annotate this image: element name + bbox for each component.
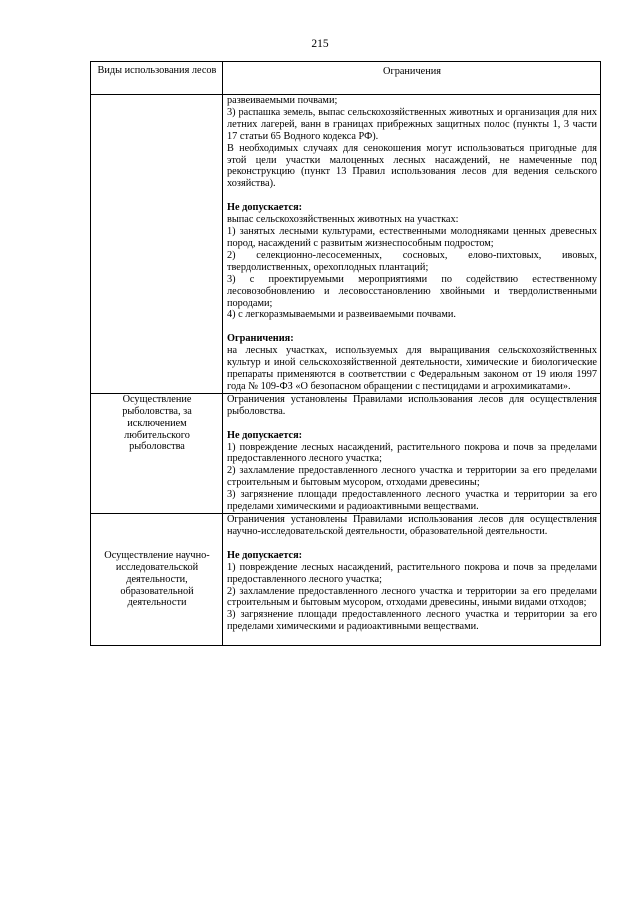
row2-usage-cell: Осуществление рыболовства, за исключением любительского рыболовства bbox=[91, 393, 223, 513]
row3-restrictions-cell bbox=[223, 514, 601, 646]
row2-prohibited-line-1: 2) захламление предоставленного лесного участка и территории за его пределами строительным и бытовым мусором, отходами древесины; bbox=[227, 465, 597, 489]
row1-line-3: В необходимых случаях для сенокошения могут использоваться пригодные для этой цели участки малоценных лесных насаждений, не намеченные под реконструкцию (пункт 13 Правил использования лесов для ведения сельского хозяйства). bbox=[227, 142, 597, 190]
table-row bbox=[91, 514, 601, 646]
row3-prohibited-line-2: 3) загрязнение площади предоставленного лесного участка и территории за его пределами химическими и радиоактивными веществами. bbox=[227, 609, 597, 633]
row1-prohibited-line-4: 4) с легкоразмываемыми и развеиваемыми почвами. bbox=[227, 309, 456, 321]
table-header-row bbox=[91, 62, 601, 95]
row1-prohibited-line-3: 3) с проектируемыми мероприятиями по содействию естественному лесовозобновлению и лесовосстановлению хвойными и твердолиственными породами; bbox=[227, 273, 597, 309]
row2-prohibited-line-2: 3) загрязнение площади предоставленного лесного участка и территории за его пределами химическими и радиоактивными веществами. bbox=[227, 489, 597, 513]
row1-prohibited-line-1: 1) занятых лесными культурами, естественными молодняками ценных древесных пород, насаждений с развитым жизнеспособным подростом; bbox=[227, 226, 597, 249]
row3-usage-cell: Осуществление научно-исследовательской деятельности, образовательной деятельности bbox=[91, 514, 223, 646]
row3-intro: Ограничения установлены Правилами использования лесов для осуществления научно-исследовательской деятельности, образовательной деятельности. bbox=[227, 514, 597, 537]
row3-prohibited-title: Не допускается: bbox=[227, 549, 303, 561]
row1-restrictions-text: на лесных участках, используемых для выращивания сельскохозяйственных культур и иной сельскохозяйственной деятельности, химические и биологические препараты применяются в соответствии с Федеральным законом от 19 июля 1997 года № 109-ФЗ «О безопасном обращении с пестицидами и агрохимикатами». bbox=[227, 345, 597, 392]
row2-intro: Ограничения установлены Правилами использования лесов для осуществления рыболовства. bbox=[227, 393, 597, 417]
row1-line-1: развеиваемыми почвами; bbox=[227, 95, 338, 106]
header-restrictions: Ограничения bbox=[223, 62, 601, 95]
row3-prohibited-line-0: 1) повреждение лесных насаждений, растительного покрова и почв за пределами предоставленного лесного участка; bbox=[227, 561, 597, 585]
row3-prohibited-line-1: 2) захламление предоставленного лесного участка и территории за его пределами строительным и бытовым мусором, отходами древесины, иными видами отходов; bbox=[227, 585, 597, 609]
row2-prohibited-title: Не допускается: bbox=[227, 429, 303, 441]
table-row bbox=[91, 393, 601, 513]
header-usage-types: Виды использования лесов bbox=[91, 62, 223, 95]
row1-prohibited-line-2: 2) селекционно-лесосеменных, сосновых, елово-пихтовых, ивовых, твердолиственных, орехоплодных плантаций; bbox=[227, 249, 597, 273]
row1-prohibited-title: Не допускается: bbox=[227, 202, 303, 214]
row2-restrictions-cell bbox=[223, 393, 601, 513]
row1-usage-cell bbox=[91, 95, 223, 394]
row1-prohibited-line-0: выпас сельскохозяйственных животных на участках: bbox=[227, 214, 459, 226]
row1-restrictions-title: Ограничения: bbox=[227, 333, 294, 345]
page-number: 215 bbox=[311, 38, 329, 50]
row2-prohibited-line-0: 1) повреждение лесных насаждений, растительного покрова и почв за пределами предоставленного лесного участка; bbox=[227, 441, 597, 465]
row1-restrictions-cell bbox=[223, 95, 601, 394]
row1-line-2: 3) распашка земель, выпас сельскохозяйственных животных и организация для них летних лагерей, ванн в границах прибрежных защитных полос (пункты 1, 3 части 17 статьи 65 Водного кодекса РФ). bbox=[227, 106, 597, 142]
restrictions-table bbox=[90, 61, 601, 646]
table-row bbox=[91, 95, 601, 394]
